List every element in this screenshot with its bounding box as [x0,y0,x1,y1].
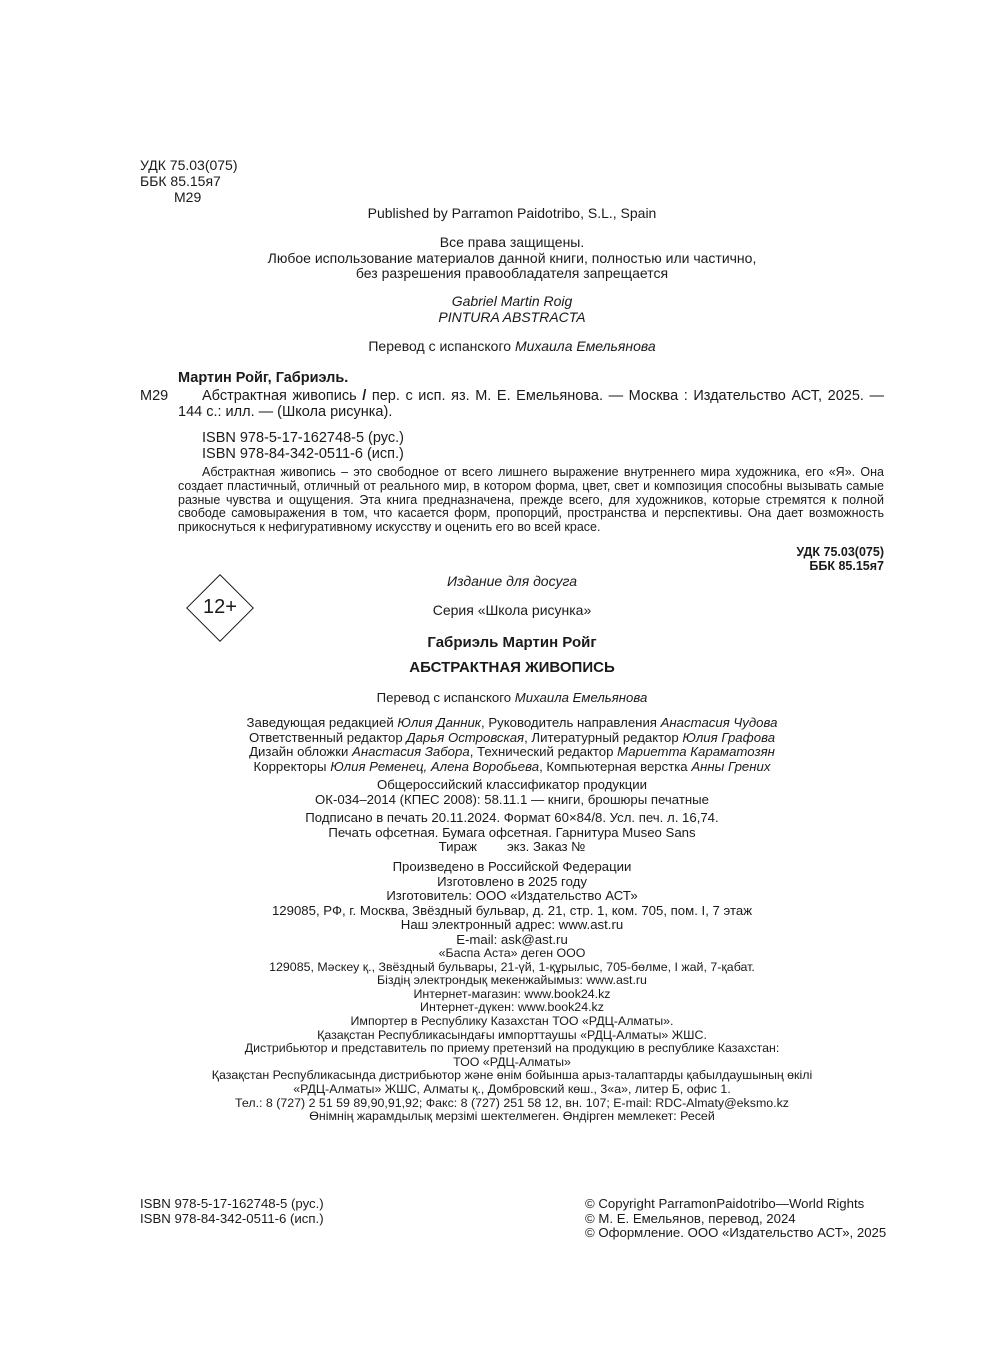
original-author: Gabriel Martin Roig [451,293,573,309]
staff-person: Юлия Ременец, Алена Воробьева [330,758,540,774]
kazakhstan-line: ТОО «РДЦ-Алматы» [453,1054,571,1069]
translation-mid-translator: Михаила Емельянова [514,690,648,705]
staff-person: Анны Грених [691,758,771,774]
kazakhstan-line: Интернет-дүкен: www.book24.kz [420,1000,604,1015]
card-title: Абстрактная живопись [202,388,357,404]
age-rating-text: 12+ [203,596,237,618]
copyright-line-3: © Оформление. ООО «Издательство АСТ», 2025 [585,1225,887,1241]
card-author-heading: Мартин Ройг, Габриэль. [178,370,349,386]
card-code: М29 [140,388,169,404]
manufacture-line: Изготовитель: ООО «Издательство АСТ» [386,888,638,904]
print-tirazh: Тираж [438,839,477,855]
published-by: Published by Parramon Paidotribo, S.L., Spain [367,205,657,221]
kazakhstan-line: «Баспа Аста» деген ООО [438,946,586,960]
kazakhstan-line: Өнімнің жарамдылық мерзімі шектелмеген. Өндірген мемлекет: Ресей [309,1109,715,1124]
author-mark: М29 [174,189,202,205]
print-order: экз. Заказ № [506,839,586,855]
classifier-block [0,778,1000,807]
udk-block [140,157,238,205]
staff-role: Ответственный редактор [248,729,403,745]
staff-person: Юлия Графова [682,729,776,745]
rights-block [0,235,1000,282]
rights-line-3: без разрешения правообладателя запрещается [355,265,669,281]
translation-prefix: Перевод с испанского [368,338,512,354]
abstract-udk-code: УДК 75.03(075) [796,545,884,559]
kazakhstan-line: Қазақстан Республикасындағы импорттаушы «РДЦ-Алматы» ЖШС. [317,1027,707,1042]
card-isbn [202,430,404,462]
kazakhstan-block [0,947,1000,1124]
staff-line-1 [0,716,1000,731]
staff-line-4 [0,760,1000,775]
staff-role: , Технический редактор [469,744,614,760]
udk-code: УДК 75.03(075) [140,157,238,173]
manufacture-line: 129085, РФ, г. Москва, Звёздный бульвар, д. 21, стр. 1, ком. 705, пом. I, 7 этаж [271,902,753,918]
staff-line-2 [0,731,1000,746]
staff-role: , Компьютерная верстка [539,758,688,774]
translation-mid [0,691,1000,706]
print-line-1: Подписано в печать 20.11.2024. Формат 60×84/8. Усл. печ. л. 16,74. [305,810,719,825]
card-isbn-1: ISBN 978-5-17-162748-5 (рус.) [202,430,404,446]
original-block [0,294,1000,325]
footer-isbn-2: ISBN 978-84-342-0511-6 (исп.) [140,1210,324,1226]
manufacture-line: E-mail: ask@ast.ru [456,931,568,947]
kazakhstan-line: Дистрибьютор и представитель по приему претензий на продукцию в республике Казахстан: [244,1041,780,1056]
classifier-line-1: Общероссийский классификатор продукции [376,777,648,792]
kazakhstan-line: Тел.: 8 (727) 2 51 59 89,90,91,92; Факс: 8 (727) 251 58 12, вн. 107; E-mail: RDC-Almaty@eksmo.kz [234,1095,789,1110]
translator-name: Михаила Емельянова [514,338,656,354]
abstract-udk [796,546,884,573]
classifier-line-2: ОК-034–2014 (КПЕС 2008): 58.11.1 — книги, брошюры печатные [315,791,709,807]
kazakhstan-line: 129085, Мәскеу қ., Звёздный бульвары, 21-үй, 1-құрылыс, 705-бөлме, I жай, 7-қабат. [269,959,755,974]
translation-top [0,339,1000,355]
staff-person: Дарья Островская [406,729,525,745]
print-line-2: Печать офсетная. Бумага офсетная. Гарнитура Museo Sans [328,824,696,840]
print-block [0,811,1000,855]
manufacture-line: Произведено в Российской Федерации [392,859,632,874]
footer-isbn [140,1197,324,1226]
book-author: Габриэль Мартин Ройг [427,634,597,651]
staff-block [0,716,1000,774]
kazakhstan-line: «РДЦ-Алматы» ЖШС, Алматы қ., Домбровский көш., 3«а», литер Б, офис 1. [293,1081,731,1096]
staff-person: Мариетта Караматозян [617,744,775,760]
card-description [178,388,884,420]
staff-person: Юлия Данник [397,715,482,730]
staff-role: Дизайн обложки [249,744,349,760]
staff-line-3 [0,745,1000,760]
rights-line-1: Все права защищены. [439,234,585,250]
manufacture-block [0,860,1000,948]
card-isbn-2: ISBN 978-84-342-0511-6 (исп.) [202,446,404,462]
print-line-3 [0,840,1000,855]
copyright-line-1: © Copyright ParramonPaidotribo—World Rights [585,1196,865,1211]
kazakhstan-line: Интернет-магазин: www.book24.kz [413,986,611,1001]
abstract-text: Абстрактная живопись – это свободное от всего лишнего выражение внутреннего мира художника, его «Я». Она создает пластичный, отличный от реального мир, в котором форма, цвет, свет и композиция способны вызывать самые разные чувства и ощущения. Эта книга предназначена, прежде всего, для художников, которые стремятся к полной свободе самовыражения в том, что касается форм, пропорций, пространства и перспективы. Она дает возможность прикоснуться к нефигуративному искусству и оценить его во всей красе. [178,465,884,535]
translation-mid-prefix: Перевод с испанского [376,690,512,705]
book-title: АБСТРАКТНАЯ ЖИВОПИСЬ [409,659,615,676]
staff-role: , Литературный редактор [524,729,679,745]
rights-line-2: Любое использование материалов данной книги, полностью или частично, [267,249,757,266]
staff-role: Заведующая редакцией [246,715,394,730]
kazakhstan-line: Қазақстан Республикасында дистрибьютор және өнім бойынша арыз-талаптарды қабылдаушының өкілі [211,1068,813,1083]
staff-role: Корректоры [253,758,327,774]
abstract-bbk-code: ББК 85.15я7 [809,558,884,573]
copyright-line-2: © М. Е. Емельянов, перевод, 2024 [585,1210,796,1226]
edition-type: Издание для досуга [447,573,577,589]
kazakhstan-line: Импортер в Республику Казахстан ТОО «РДЦ-Алматы». [350,1013,674,1028]
kazakhstan-line: Біздің электрондық мекенжайымыз: www.ast.ru [377,973,647,988]
manufacture-line: Изготовлено в 2025 году [437,873,587,889]
staff-person: Анастасия Забора [352,744,470,760]
card-slash: / [362,388,367,404]
bbk-code: ББК 85.15я7 [140,173,221,189]
footer-copyright [585,1197,886,1241]
staff-role: , Руководитель направления [481,715,657,730]
footer-isbn-1: ISBN 978-5-17-162748-5 (рус.) [140,1196,324,1211]
manufacture-line: Наш электронный адрес: www.ast.ru [400,917,624,933]
series: Серия «Школа рисунка» [432,602,592,618]
original-title: PINTURA ABSTRACTA [438,308,586,325]
card-desc-rest: пер. с исп. яз. М. Е. Емельянова. — Москва : Издательство АСТ, 2025. — 144 с.: илл. — (Школа рисунка). [178,388,885,420]
staff-person: Анастасия Чудова [660,715,778,730]
